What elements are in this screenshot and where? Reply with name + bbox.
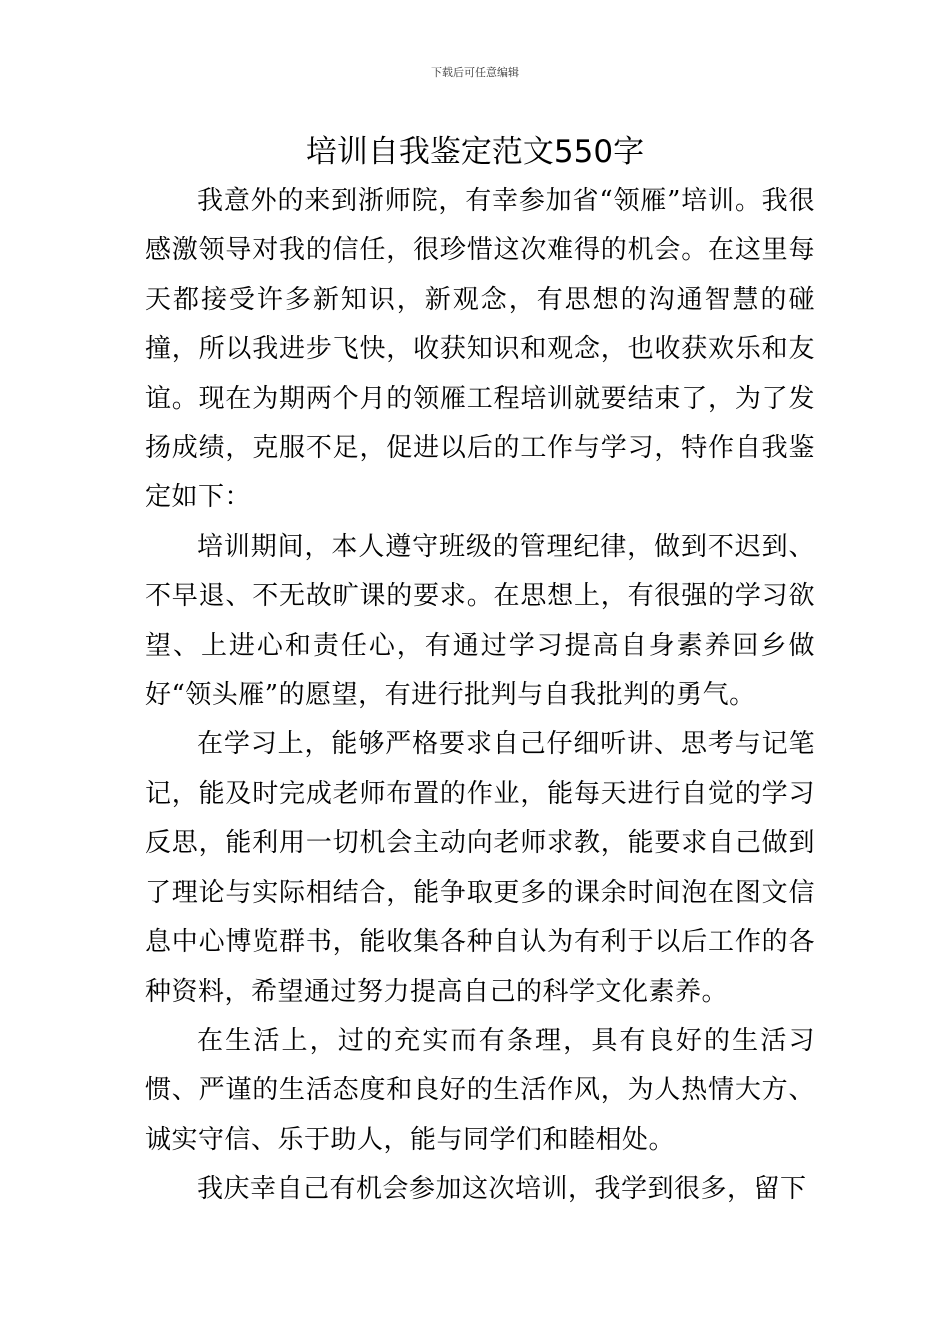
header-note: 下载后可任意编辑: [431, 66, 519, 79]
paragraph-life: 在生活上，过的充实而有条理，具有良好的生活习惯、严谨的生活态度和良好的生活作风，为人热情大方、诚实守信、乐于助人，能与同学们和睦相处。: [145, 1025, 815, 1155]
paragraph-study: 在学习上，能够严格要求自己仔细听讲、思考与记笔记，能及时完成老师布置的作业，能每天进行自觉的学习反思，能利用一切机会主动向老师求教，能要求自己做到了理论与实际相结合，能争取更多的课余时间泡在图文信息中心博览群书，能收集各种自认为有利于以后工作的各种资料，希望通过努力提高自己的科学文化素养。: [145, 729, 815, 1007]
paragraph-discipline: 培训期间，本人遵守班级的管理纪律，做到不迟到、不早退、不无故旷课的要求。在思想上，有很强的学习欲望、上进心和责任心，有通过学习提高自身素养回乡做好“领头雁”的愿望，有进行批判与自我批判的勇气。: [145, 531, 815, 711]
paragraph-closing: 我庆幸自己有机会参加这次培训，我学到很多，留下: [197, 1174, 807, 1205]
paragraph-intro: 我意外的来到浙师院，有幸参加省“领雁”培训。我很感激领导对我的信任，很珍惜这次难得的机会。在这里每天都接受许多新知识，新观念，有思想的沟通智慧的碰撞，所以我进步飞快，收获知识和观念，也收获欢乐和友谊。现在为期两个月的领雁工程培训就要结束了，为了发扬成绩，克服不足，促进以后的工作与学习，特作自我鉴定如下：: [145, 186, 815, 513]
document-body: [145, 177, 815, 1215]
document-title: 培训自我鉴定范文550字: [305, 134, 645, 170]
